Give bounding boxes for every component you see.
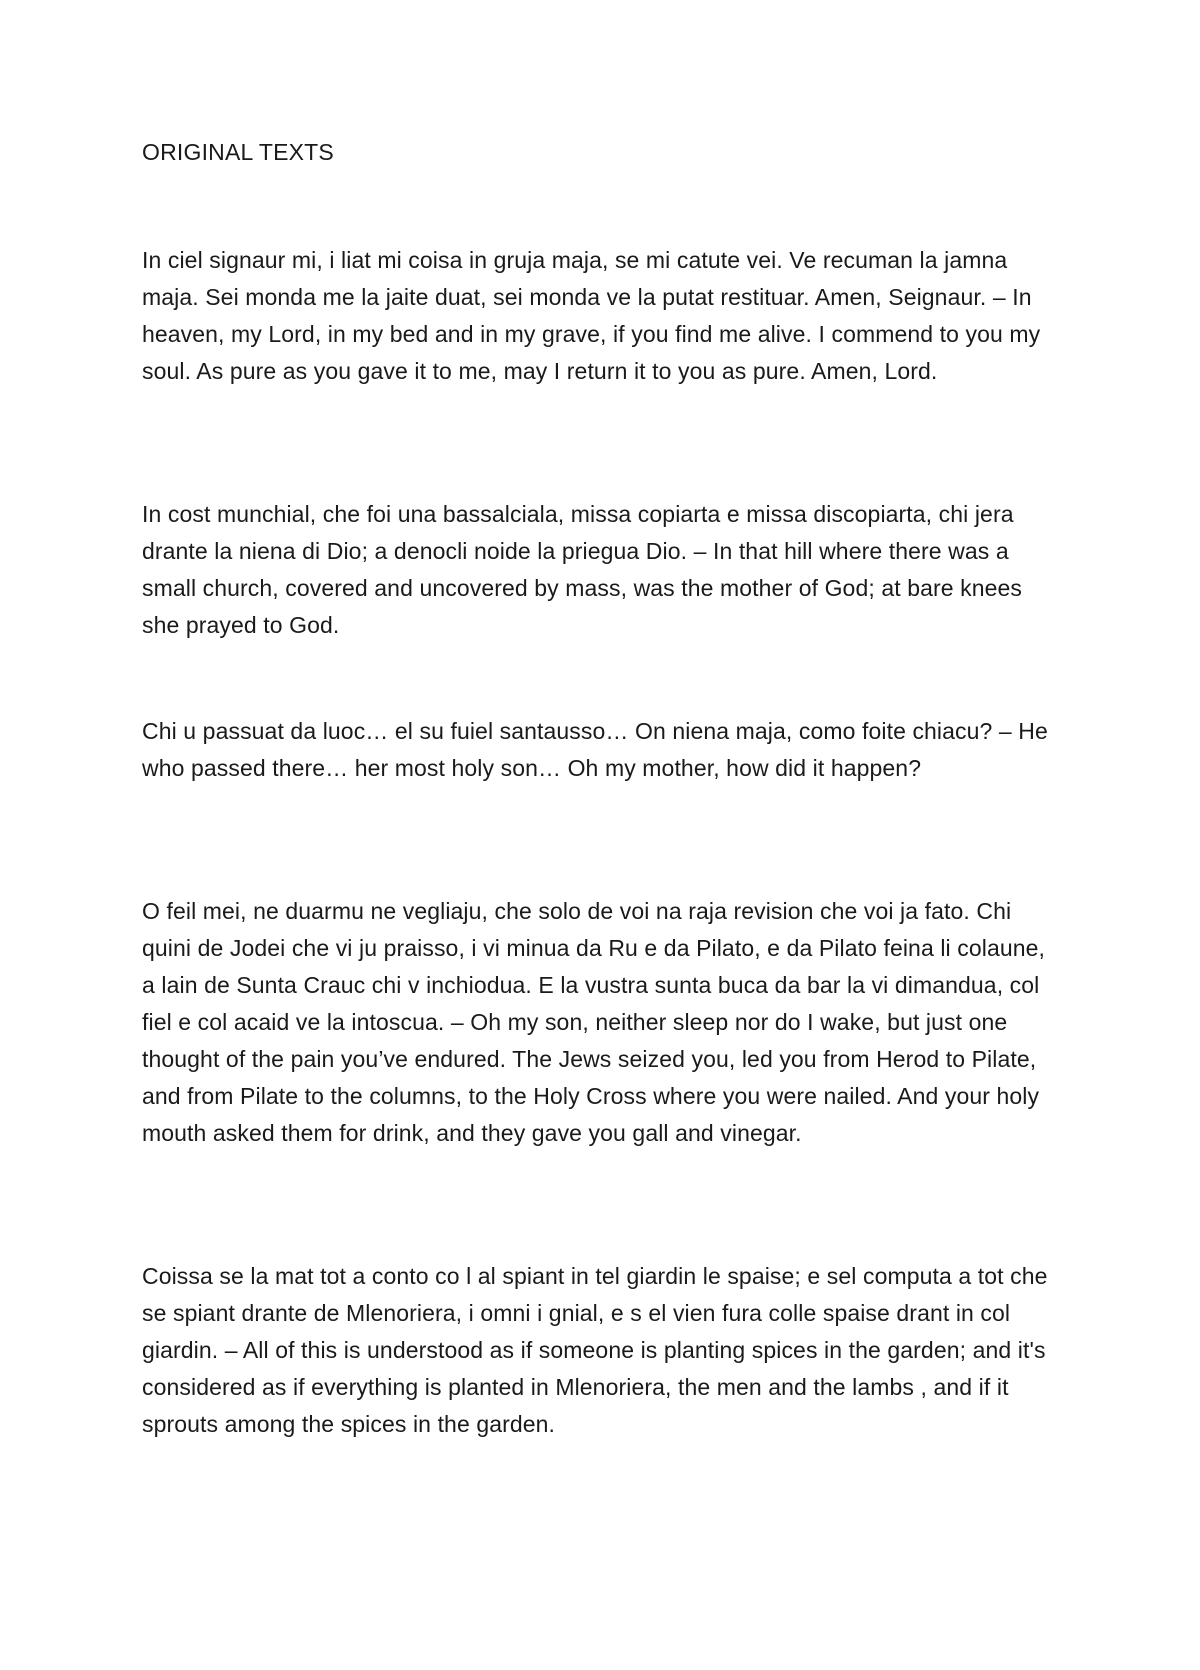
paragraph-hill-church: In cost munchial, che foi una bassalciala, missa copiarta e missa discopiarta, chi jera drante la niena di Dio; a denocli noide la priegua Dio. – In that hill where there was a small church, covered and uncovered by mass, was the mother of God; at bare knees she prayed to God. [142, 501, 1022, 638]
paragraph-garden-spices: Coissa se la mat tot a conto co l al spiant in tel giardin le spaise; e sel computa a tot che se spiant drante de Mlenoriera, i omni i gnial, e s el vien fura colle spaise drant in col giardin. – All of this is understood as if someone is planting spices in the garden; and it's considered as if everything is planted in Mlenoriera, the men and the lambs , and if it sprouts among the spices in the garden. [142, 1263, 1048, 1437]
page-title: ORIGINAL TEXTS [142, 139, 334, 165]
paragraph-prayer-bed-grave: In ciel signaur mi, i liat mi coisa in gruja maja, se mi catute vei. Ve recuman la jamna maja. Sei monda me la jaite duat, sei monda ve la putat restituar. Amen, Seignaur. – In heaven, my Lord, in my bed and in my grave, if you find me alive. I commend to you my soul. As pure as you gave it to me, may I return it to you as pure. Amen, Lord. [142, 247, 1041, 384]
paragraph-passion: O feil mei, ne duarmu ne vegliaju, che solo de voi na raja revision che voi ja fato. Chi quini de Jodei che vi ju praisso, i vi minua da Ru e da Pilato, e da Pilato feina li colaune, a lain de Sunta Crauc chi v inchiodua. E la vustra sunta buca da bar la vi dimandua, col fiel e col acaid ve la intoscua. – Oh my son, neither sleep nor do I wake, but just one thought of the pain you’ve endured. The Jews seized you, led you from Herod to Pilate, and from Pilate to the columns, to the Holy Cross where you were nailed. And your holy mouth asked them for drink, and they gave you gall and vinegar. [142, 898, 1045, 1146]
paragraph-holy-son: Chi u passuat da luoc… el su fuiel santausso… On niena maja, como foite chiacu? – He who passed there… her most holy son… Oh my mother, how did it happen? [142, 718, 1048, 781]
